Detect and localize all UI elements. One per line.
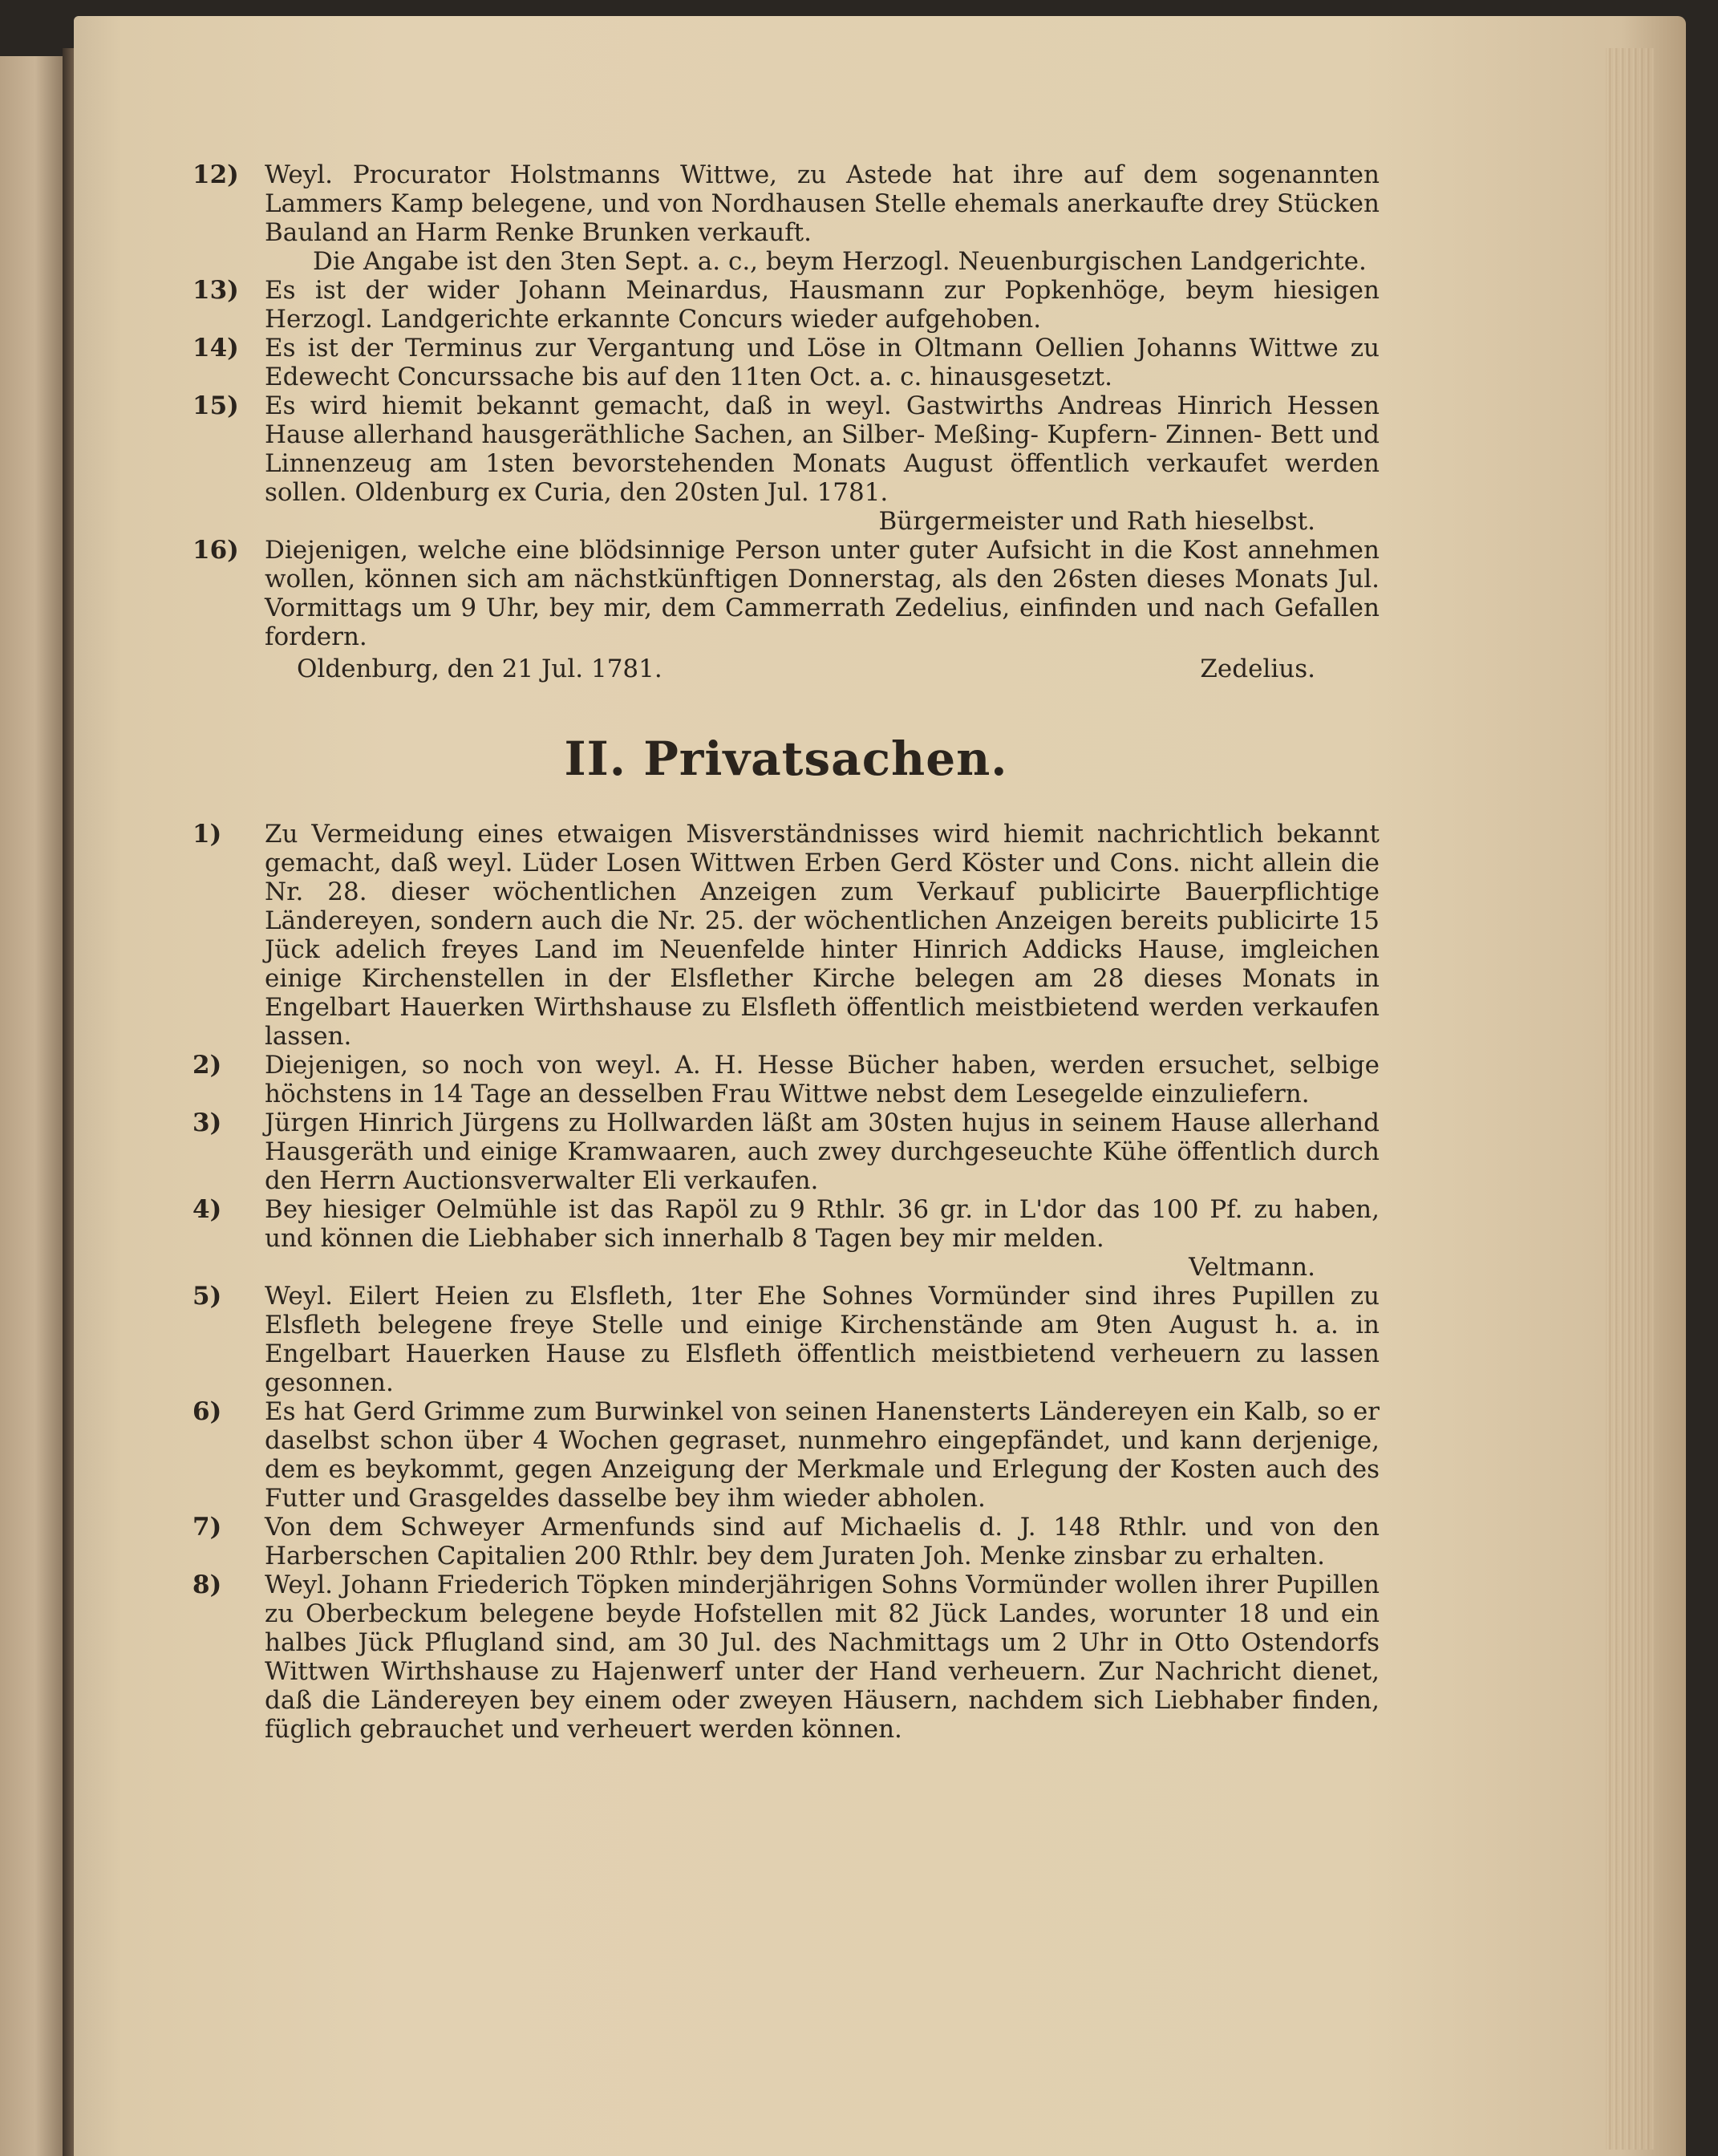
entry-signature: Zedelius. bbox=[1200, 654, 1315, 683]
entry-text: Weyl. Johann Friederich Töpken minderjährigen Sohns Vormünder wollen ihrer Pupillen zu Oberbeckum belegene beyde Hofstellen mit 82 Jück Landes, worunter 18 und ein halbes Jück Pflugland sind, am 30 Jul. des Nachmittags um 2 Uhr in Otto Ostendorfs Wittwen Wirthshause zu Hajenwerf unter der Hand verheuern. Zur Nachricht dienet, daß die Ländereyen bey einem oder zweyen Häusern, nachdem sich Liebhaber finden, füglich gebrauchet und verheuert werden können. bbox=[265, 1570, 1380, 1744]
entry-signature: Bürgermeister und Rath hieselbst. bbox=[878, 507, 1315, 536]
entry-number: 6) bbox=[192, 1397, 222, 1426]
entry-number: 12) bbox=[192, 160, 239, 189]
entry-2 bbox=[192, 1051, 1380, 1108]
entry-place-date: Oldenburg, den 21 Jul. 1781. bbox=[297, 654, 662, 683]
entry-note: Die Angabe ist den 3ten Sept. a. c., beym Herzogl. Neuenburgischen Landgerichte. bbox=[313, 247, 1367, 276]
entry-13 bbox=[192, 276, 1380, 334]
left-page-margin bbox=[0, 56, 64, 2156]
entry-3 bbox=[192, 1108, 1380, 1195]
entry-number: 14) bbox=[192, 334, 239, 363]
entry-number: 13) bbox=[192, 276, 239, 305]
entry-7 bbox=[192, 1513, 1380, 1570]
entry-6 bbox=[192, 1397, 1380, 1513]
entry-number: 5) bbox=[192, 1282, 222, 1311]
entry-signature: Veltmann. bbox=[1189, 1253, 1315, 1282]
entry-text: Zu Vermeidung eines etwaigen Misverständnisses wird hiemit nachrichtlich bekannt gemacht, daß weyl. Lüder Losen Wittwen Erben Gerd Köster und Cons. nicht allein die Nr. 28. dieser wöchentlichen Anzeigen zum Verkauf publicirte Bauerpflichtige Ländereyen, sondern auch die Nr. 25. der wöchentlichen Anzeigen bereits publicirte 15 Jück adelich freyes Land im Neuenfelde hinter Hinrich Addicks Hause, imgleichen einige Kirchenstellen in der Elsflether Kirche belegen am 28 dieses Monats in Engelbart Hauerken Wirthshause zu Elsfleth öffentlich meistbietend werden verkaufen lassen. bbox=[265, 820, 1380, 1051]
entry-1 bbox=[192, 820, 1380, 1051]
entry-14 bbox=[192, 334, 1380, 391]
entry-text: Es ist der wider Johann Meinardus, Hausmann zur Popkenhöge, beym hiesigen Herzogl. Landgerichte erkannte Concurs wieder aufgehoben. bbox=[265, 276, 1380, 334]
entry-number: 1) bbox=[192, 820, 222, 849]
entry-number: 15) bbox=[192, 391, 239, 420]
entry-number: 2) bbox=[192, 1051, 222, 1080]
entry-text: Von dem Schweyer Armenfunds sind auf Michaelis d. J. 148 Rthlr. und von den Harberschen Capitalien 200 Rthlr. bey dem Juraten Joh. Menke zinsbar zu erhalten. bbox=[265, 1513, 1380, 1570]
entry-15 bbox=[192, 391, 1380, 536]
entry-text: Diejenigen, so noch von weyl. A. H. Hesse Bücher haben, werden ersuchet, selbige höchstens in 14 Tage an desselben Frau Wittwe nebst dem Lesegelde einzuliefern. bbox=[265, 1051, 1380, 1108]
entry-8 bbox=[192, 1570, 1380, 1744]
entry-number: 8) bbox=[192, 1570, 222, 1599]
entry-5 bbox=[192, 1282, 1380, 1397]
entry-number: 4) bbox=[192, 1195, 222, 1224]
entry-text: Bey hiesiger Oelmühle ist das Rapöl zu 9 Rthlr. 36 gr. in L'dor das 100 Pf. zu haben, und können die Liebhaber sich innerhalb 8 Tagen bey mir melden. bbox=[265, 1195, 1380, 1253]
entry-16 bbox=[192, 536, 1380, 683]
entry-4 bbox=[192, 1195, 1380, 1282]
entry-text: Diejenigen, welche eine blödsinnige Person unter guter Aufsicht in die Kost annehmen wollen, können sich am nächstkünftigen Donnerstag, als den 26sten dieses Monats Jul. Vormittags um 9 Uhr, bey mir, dem Cammerrath Zedelius, einfinden und nach Gefallen fordern. bbox=[265, 536, 1380, 651]
entry-text: Jürgen Hinrich Jürgens zu Hollwarden läßt am 30sten hujus in seinem Hause allerhand Hausgeräth und einige Kramwaaren, auch zwey durchgeseuchte Kühe öffentlich durch den Herrn Auctionsverwalter Eli verkaufen. bbox=[265, 1108, 1380, 1195]
entry-text: Weyl. Eilert Heien zu Elsfleth, 1ter Ehe Sohnes Vormünder sind ihres Pupillen zu Elsfleth belegene freye Stelle und einige Kirchenstände am 9ten August h. a. in Engelbart Hauerken Hause zu Elsfleth öffentlich meistbietend verheuern zu lassen gesonnen. bbox=[265, 1282, 1380, 1397]
page-text bbox=[192, 160, 1380, 1744]
entry-text: Es ist der Terminus zur Vergantung und Löse in Oltmann Oellien Johanns Wittwe zu Edewecht Concurssache bis auf den 11ten Oct. a. c. hinausgesetzt. bbox=[265, 334, 1380, 391]
section-heading: II. Privatsachen. bbox=[564, 732, 1008, 786]
entry-number: 7) bbox=[192, 1513, 222, 1542]
entry-text: Es wird hiemit bekannt gemacht, daß in weyl. Gastwirths Andreas Hinrich Hessen Hause allerhand hausgeräthliche Sachen, an Silber- Meßing- Kupfern- Zinnen- Bett und Linnenzeug am 1sten bevorstehenden Monats August öffentlich verkaufet werden sollen. Oldenburg ex Curia, den 20sten Jul. 1781. bbox=[265, 391, 1380, 507]
entry-footer bbox=[265, 654, 1380, 683]
entry-text: Weyl. Procurator Holstmanns Wittwe, zu Astede hat ihre auf dem sogenannten Lammers Kamp belegene, und von Nordhausen Stelle ehemals anerkaufte drey Stücken Bauland an Harm Renke Brunken verkauft. bbox=[265, 160, 1380, 247]
entry-number: 3) bbox=[192, 1108, 222, 1137]
entry-text: Es hat Gerd Grimme zum Burwinkel von seinen Hanensterts Ländereyen ein Kalb, so er daselbst schon über 4 Wochen gegraset, nunmehro eingepfändet, und kann derjenige, dem es beykommt, gegen Anzeigung der Merkmale und Erlegung der Kosten auch des Futter und Grasgeldes dasselbe bey ihm wieder abholen. bbox=[265, 1397, 1380, 1513]
entry-number: 16) bbox=[192, 536, 239, 565]
entry-12 bbox=[192, 160, 1380, 276]
page-edge bbox=[1606, 48, 1654, 2150]
